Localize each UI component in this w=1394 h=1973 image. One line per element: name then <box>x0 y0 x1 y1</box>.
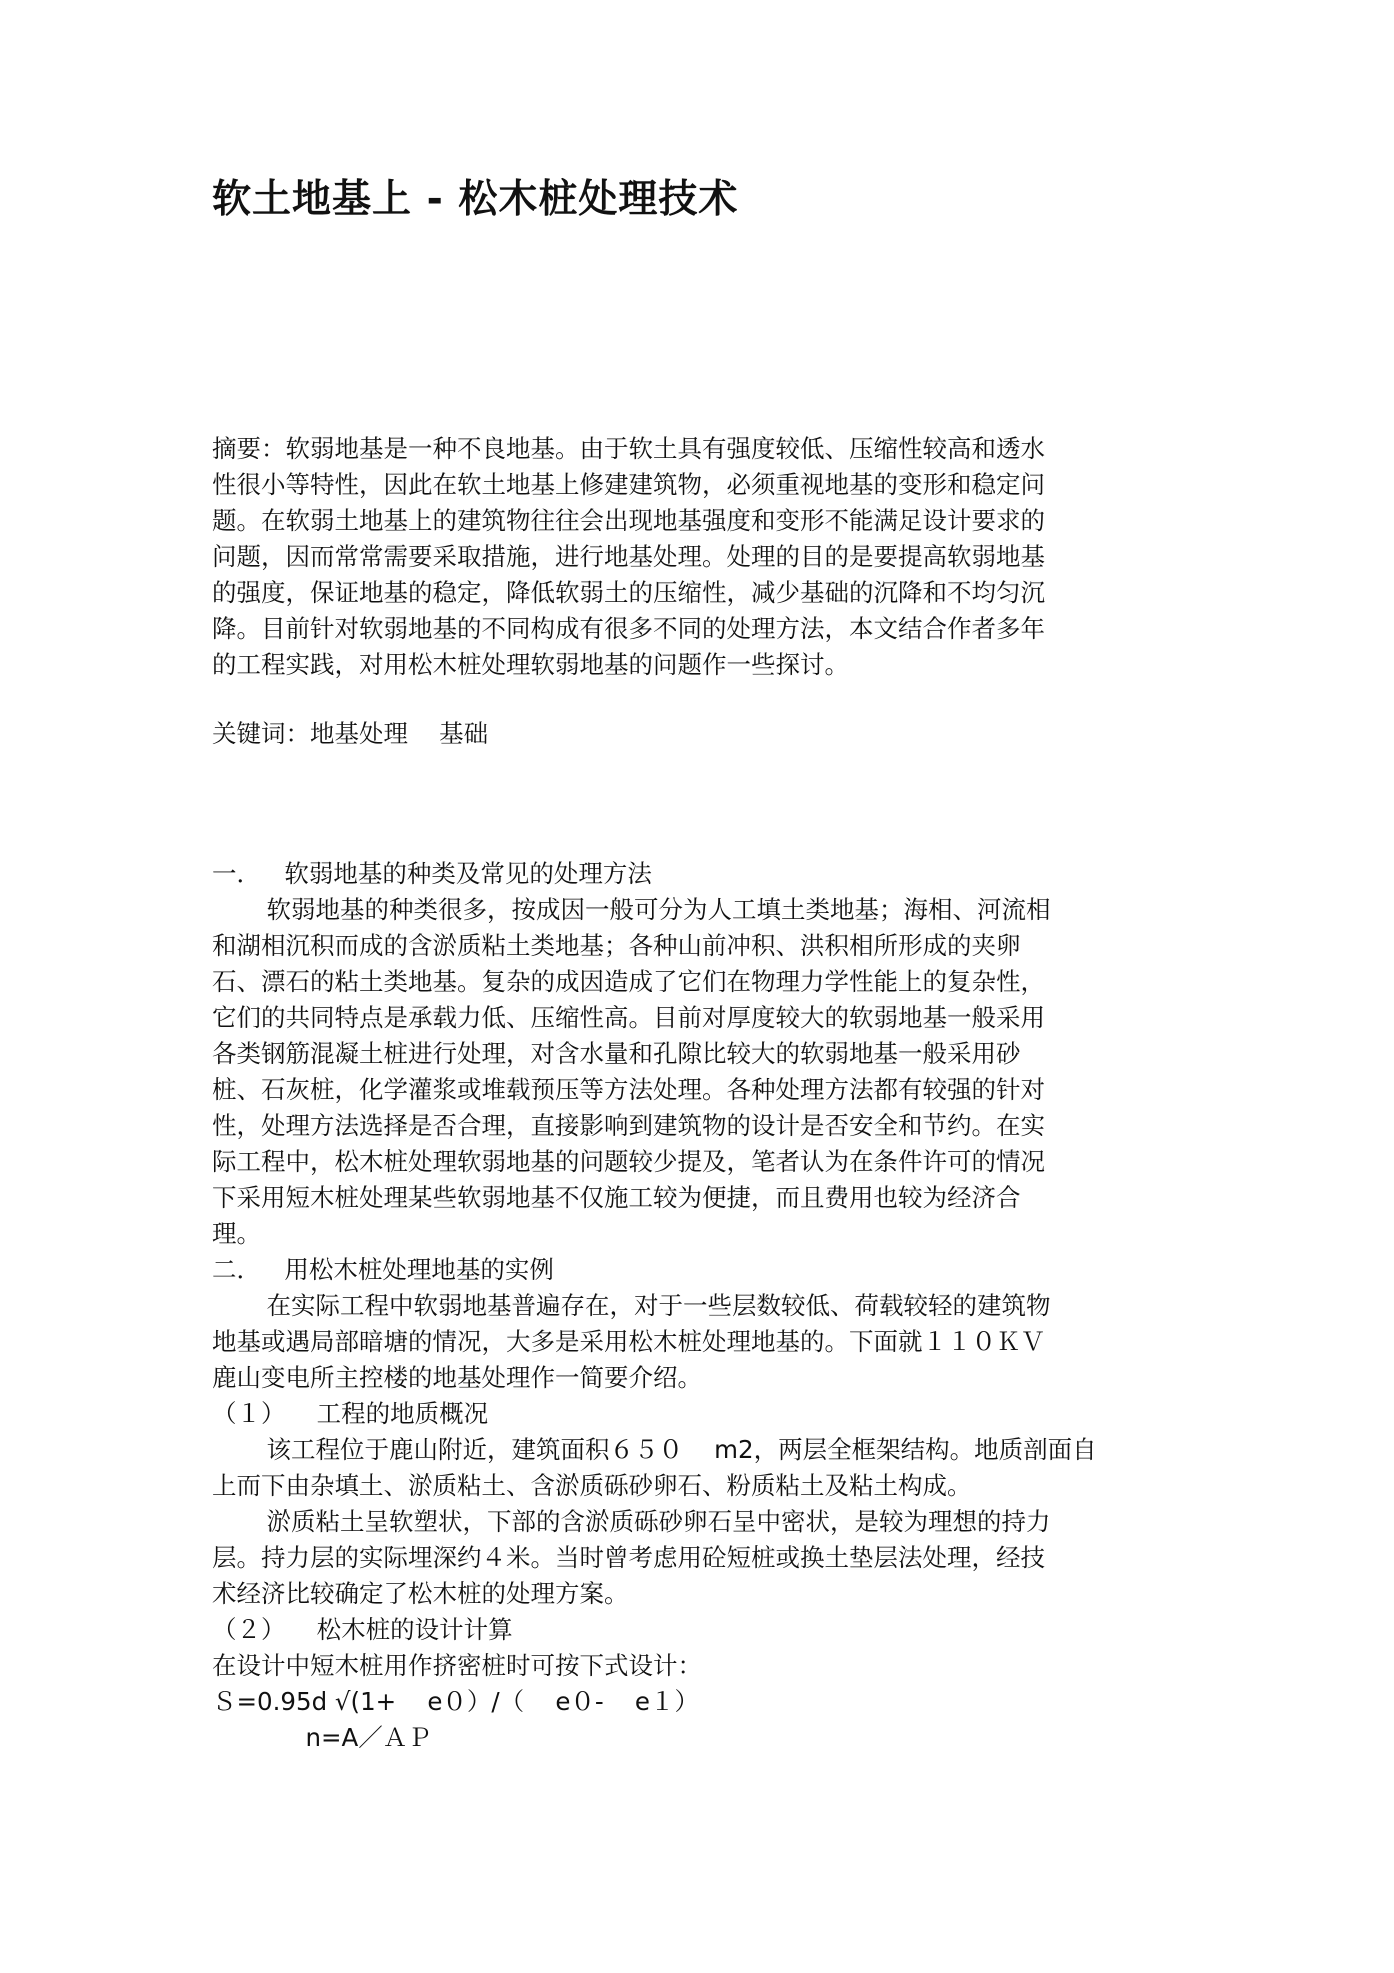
body-line: 鹿山变电所主控楼的地基处理作一简要介绍。 <box>212 1363 702 1392</box>
document-title: 软土地基上 - 松木桩处理技术 <box>212 177 739 222</box>
body-line: 术经济比较确定了松木桩的处理方案。 <box>212 1579 629 1608</box>
subsection-heading: （１） 工程的地质概况 <box>212 1399 489 1428</box>
abstract-line: 的强度，保证地基的稳定，降低软弱土的压缩性，减少基础的沉降和不均匀沉 <box>212 578 1045 607</box>
formula-line: Ｓ=0.95d √(1+ e０）/（ e０- e１） <box>212 1687 699 1716</box>
body-line: 各类钢筋混凝土桩进行处理，对含水量和孔隙比较大的软弱地基一般采用砂 <box>212 1039 1021 1068</box>
body-line: 下采用短木桩处理某些软弱地基不仅施工较为便捷，而且费用也较为经济合 <box>212 1183 1021 1212</box>
body-line: 际工程中，松木桩处理软弱地基的问题较少提及，笔者认为在条件许可的情况 <box>212 1147 1045 1176</box>
body-line: 和湖相沉积而成的含淤质粘土类地基；各种山前冲积、洪积相所形成的夹卵 <box>212 931 1021 960</box>
abstract-line: 性很小等特性，因此在软土地基上修建建筑物，必须重视地基的变形和稳定问 <box>212 470 1045 499</box>
subsection-heading: （２） 松木桩的设计计算 <box>212 1615 513 1644</box>
abstract-line: 摘要：软弱地基是一种不良地基。由于软土具有强度较低、压缩性较高和透水 <box>212 434 1045 463</box>
section-heading: 一． 软弱地基的种类及常见的处理方法 <box>212 859 652 888</box>
body-line: 上而下由杂填土、淤质粘土、含淤质砾砂卵石、粉质粘土及粘土构成。 <box>212 1471 972 1500</box>
body-line: 淤质粘土呈软塑状，下部的含淤质砾砂卵石呈中密状，是较为理想的持力 <box>212 1507 1051 1536</box>
abstract-line: 问题，因而常常需要采取措施，进行地基处理。处理的目的是要提高软弱地基 <box>212 542 1045 571</box>
body-line: 该工程位于鹿山附近，建筑面积６５０ m2，两层全框架结构。地质剖面自 <box>212 1435 1097 1464</box>
body-line: 在实际工程中软弱地基普遍存在，对于一些层数较低、荷载较轻的建筑物 <box>212 1291 1051 1320</box>
body-line: 层。持力层的实际埋深约４米。当时曾考虑用砼短桩或换土垫层法处理，经技 <box>212 1543 1045 1572</box>
body-line: 性，处理方法选择是否合理，直接影响到建筑物的设计是否安全和节约。在实 <box>212 1111 1045 1140</box>
body-line: 软弱地基的种类很多，按成因一般可分为人工填土类地基；海相、河流相 <box>212 895 1051 924</box>
section-heading: 二． 用松木桩处理地基的实例 <box>212 1255 554 1284</box>
body-line: 它们的共同特点是承载力低、压缩性高。目前对厚度较大的软弱地基一般采用 <box>212 1003 1045 1032</box>
abstract-line: 题。在软弱土地基上的建筑物往往会出现地基强度和变形不能满足设计要求的 <box>212 506 1045 535</box>
body-line: 桩、石灰桩，化学灌浆或堆载预压等方法处理。各种处理方法都有较强的针对 <box>212 1075 1045 1104</box>
keywords: 关键词：地基处理 基础 <box>212 719 489 748</box>
body-line: 理。 <box>212 1219 261 1248</box>
body-line: 在设计中短木桩用作挤密桩时可按下式设计： <box>212 1651 702 1680</box>
body-line: 地基或遇局部暗塘的情况，大多是采用松木桩处理地基的。下面就１１０ＫＶ <box>212 1327 1045 1356</box>
body-line: 石、漂石的粘土类地基。复杂的成因造成了它们在物理力学性能上的复杂性， <box>212 967 1045 996</box>
abstract-line: 的工程实践，对用松木桩处理软弱地基的问题作一些探讨。 <box>212 650 849 679</box>
abstract-line: 降。目前针对软弱地基的不同构成有很多不同的处理方法，本文结合作者多年 <box>212 614 1045 643</box>
formula-line: n=A／ＡＰ <box>212 1723 432 1752</box>
